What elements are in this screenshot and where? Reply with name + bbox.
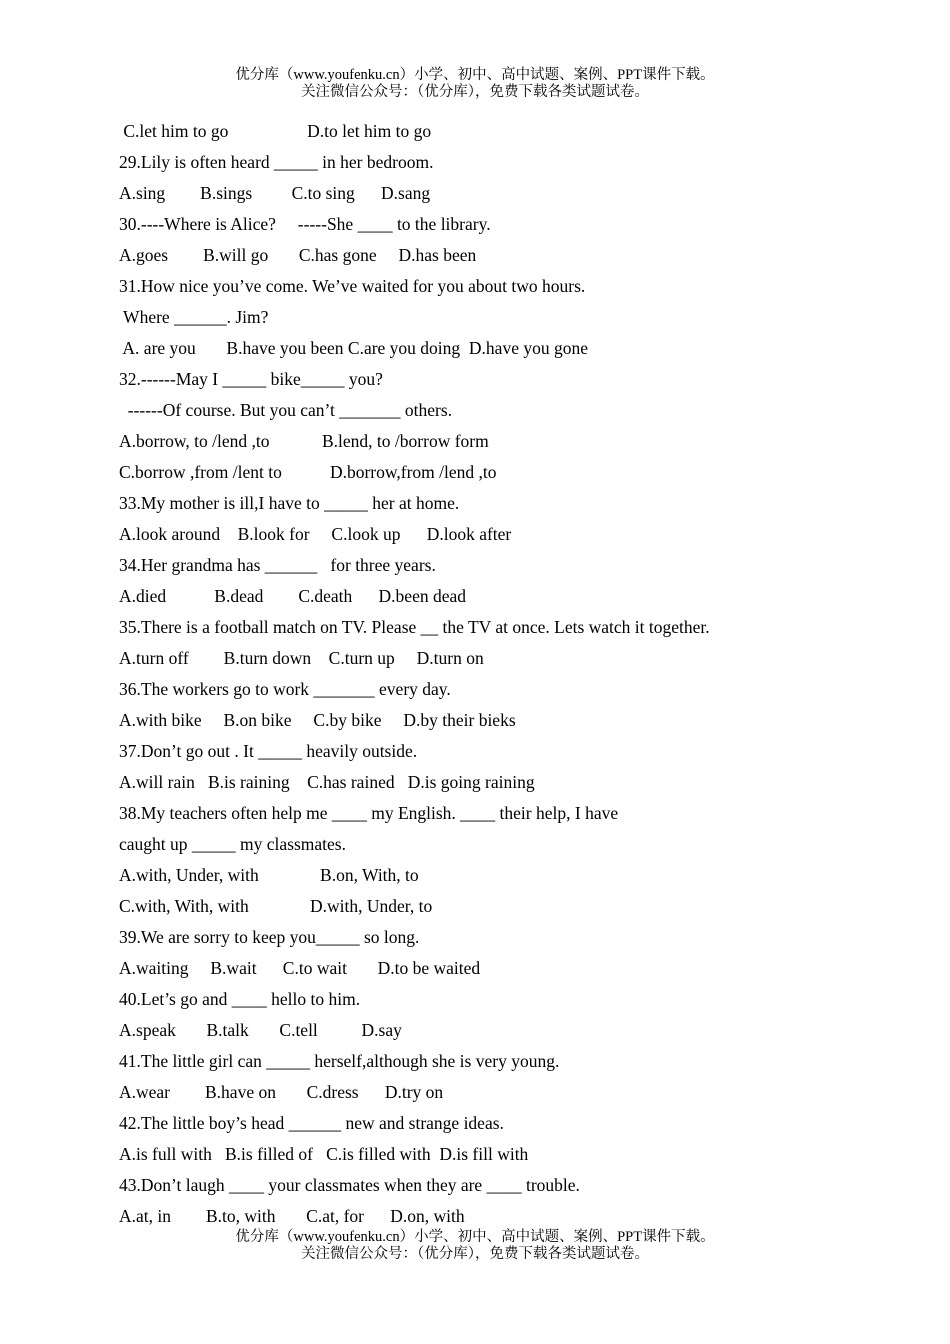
answer-options-34: A.died B.dead C.death D.been dead: [119, 586, 467, 606]
answer-options-32-cd: C.borrow ,from /lent to D.borrow,from /lend ,to: [119, 462, 497, 482]
question-32: 32.------May I _____ bike_____ you?: [119, 369, 383, 389]
answer-options-30: A.goes B.will go C.has gone D.has been: [119, 245, 477, 265]
question-34: 34.Her grandma has ______ for three years.: [119, 555, 436, 575]
answer-options-29: A.sing B.sings C.to sing D.sang: [119, 183, 431, 203]
header-line-2: 关注微信公众号：（优分库），免费下载各类试题试卷。: [301, 84, 649, 100]
question-33: 33.My mother is ill,I have to _____ her at home.: [119, 493, 460, 513]
question-43: 43.Don’t laugh ____ your classmates when they are ____ trouble.: [119, 1175, 580, 1195]
question-39: 39.We are sorry to keep you_____ so long.: [119, 927, 420, 947]
answer-options-37: A.will rain B.is raining C.has rained D.is going raining: [119, 772, 535, 792]
answer-options-42: A.is full with B.is filled of C.is filled with D.is fill with: [119, 1144, 529, 1164]
footer-line-1: 优分库（www.youfenku.cn）小学、初中、高中试题、案例、PPT课件下载。: [235, 1229, 715, 1245]
footer-line-2: 关注微信公众号：（优分库），免费下载各类试题试卷。: [301, 1246, 649, 1262]
question-31-continued: Where ______. Jim?: [119, 307, 269, 327]
question-42: 42.The little boy’s head ______ new and strange ideas.: [119, 1113, 504, 1133]
question-41: 41.The little girl can _____ herself,although she is very young.: [119, 1051, 560, 1071]
worksheet-content: [119, 116, 899, 1232]
answer-options-43: A.at, in B.to, with C.at, for D.on, with: [119, 1206, 465, 1226]
question-31: 31.How nice you’ve come. We’ve waited for you about two hours.: [119, 276, 586, 296]
answer-options-31: A. are you B.have you been C.are you doing D.have you gone: [119, 338, 588, 358]
answer-options-36: A.with bike B.on bike C.by bike D.by their bieks: [119, 710, 516, 730]
answer-options-35: A.turn off B.turn down C.turn up D.turn on: [119, 648, 484, 668]
answer-options-40: A.speak B.talk C.tell D.say: [119, 1020, 402, 1040]
question-37: 37.Don’t go out . It _____ heavily outside.: [119, 741, 418, 761]
answer-options-38-ab: A.with, Under, with B.on, With, to: [119, 865, 419, 885]
question-40: 40.Let’s go and ____ hello to him.: [119, 989, 361, 1009]
page-header: [0, 67, 950, 101]
question-38: 38.My teachers often help me ____ my English. ____ their help, I have: [119, 803, 619, 823]
answer-options-28-cd: C.let him to go D.to let him to go: [119, 121, 432, 141]
header-line-1: 优分库（www.youfenku.cn）小学、初中、高中试题、案例、PPT课件下载。: [235, 67, 715, 83]
question-30: 30.----Where is Alice? -----She ____ to the library.: [119, 214, 491, 234]
question-32-continued: ------Of course. But you can’t _______ others.: [119, 400, 453, 420]
question-36: 36.The workers go to work _______ every day.: [119, 679, 451, 699]
answer-options-32-ab: A.borrow, to /lend ,to B.lend, to /borrow form: [119, 431, 489, 451]
question-35: 35.There is a football match on TV. Please __ the TV at once. Lets watch it together.: [119, 617, 710, 637]
answer-options-39: A.waiting B.wait C.to wait D.to be waited: [119, 958, 481, 978]
question-38-continued: caught up _____ my classmates.: [119, 834, 346, 854]
answer-options-38-cd: C.with, With, with D.with, Under, to: [119, 896, 433, 916]
answer-options-33: A.look around B.look for C.look up D.look after: [119, 524, 512, 544]
answer-options-41: A.wear B.have on C.dress D.try on: [119, 1082, 444, 1102]
question-29: 29.Lily is often heard _____ in her bedroom.: [119, 152, 434, 172]
page-footer: [0, 1229, 950, 1263]
